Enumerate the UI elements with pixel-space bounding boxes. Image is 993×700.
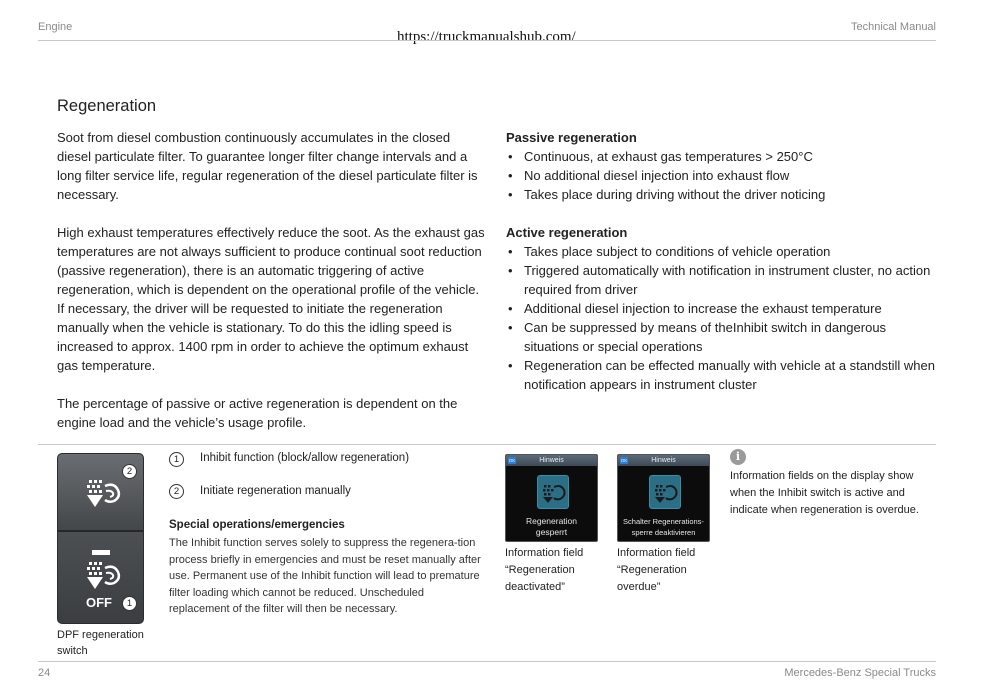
list-item: • Takes place during driving without the driver noticing [506, 185, 936, 204]
passive-regeneration-list [506, 147, 936, 204]
legend-text-2: Initiate regeneration manually [200, 485, 351, 497]
list-item: • Can be suppressed by means of theInhibit switch in dangerous situations or special operations [506, 318, 936, 356]
intro-paragraph-2: High exhaust temperatures effectively reduce the soot. As the exhaust gas temperatures are not always sufficient to produce continual soot reduction (passive regeneration), there is an automatic triggering of active regeneration, which is dependent on the operational profile of the vehicle. If necessary, the driver will be requested to initiate the regeneration manually when the vehicle is stationary. To do this the idling speed is increased to approx. 1400 rpm in order to achieve the optimum exhaust gas temperature. [57, 225, 485, 373]
list-item: • Triggered automatically with notification in instrument cluster, no action required from driver [506, 261, 936, 299]
switch-dash-mark [92, 550, 110, 555]
info-note-text: Information fields on the display show when the Inhibit switch is active and indicate when regeneration is overdue. [730, 470, 919, 516]
dpf-regeneration-icon [651, 477, 681, 509]
list-item: • Takes place subject to conditions of vehicle operation [506, 242, 936, 261]
footer-brand-label: Mercedes-Benz Special Trucks [784, 667, 936, 679]
page-title: Regeneration [57, 97, 157, 115]
page-number: 24 [38, 667, 51, 679]
section-divider [38, 444, 936, 445]
intro-paragraph-1: Soot from diesel combustion continuously accumulates in the closed diesel particulate filter. To guarantee longer filter change intervals and a long filter service life, regular regeneration of the diesel particulate filter is necessary. [57, 130, 478, 202]
screen-message-line-2: gesperrt [535, 527, 568, 537]
screen-ok-badge: OK [508, 458, 516, 463]
special-operations-heading: Special operations/emergencies [169, 519, 345, 531]
header-divider [38, 40, 936, 41]
list-item: • Regeneration can be effected manually with vehicle at a standstill when notification appears in instrument cluster [506, 356, 936, 394]
header-url[interactable]: https://truckmanualshub.com/ [397, 29, 576, 45]
intro-paragraph-3: The percentage of passive or active regeneration is dependent on the engine load and the vehicle’s usage profile. [57, 396, 458, 430]
screen-header: Hinweis [506, 455, 597, 466]
intro-text-column [57, 128, 487, 451]
display-screen-regeneration-deactivated [505, 454, 598, 542]
dpf-regeneration-icon [539, 477, 569, 509]
callout-badge-1: 1 [122, 596, 137, 611]
legend-number-1: 1 [169, 452, 184, 467]
screen-ok-badge: OK [620, 458, 628, 463]
dpf-regeneration-switch [57, 453, 144, 624]
screen-message-line-2: sperre deaktivieren [631, 528, 696, 537]
switch-caption: DPF regeneration switch [57, 629, 144, 657]
footer-divider [38, 661, 936, 662]
screen-message-line-1: Regeneration [525, 516, 578, 526]
header-manual-label: Technical Manual [851, 21, 936, 33]
screen-icon-box [537, 475, 569, 509]
passive-regeneration-heading: Passive regeneration [506, 130, 637, 145]
regeneration-types-column [506, 128, 936, 413]
screen-caption-deactivated: Information field “Regeneration deactivated” [505, 547, 584, 593]
header-section-label: Engine [38, 21, 73, 33]
list-item: • Additional diesel injection to increase the exhaust temperature [506, 299, 936, 318]
switch-off-label: OFF [86, 595, 112, 610]
list-item: • No additional diesel injection into exhaust flow [506, 166, 936, 185]
screen-caption-overdue: Information field “Regeneration overdue” [617, 547, 696, 593]
legend-number-2: 2 [169, 484, 184, 499]
info-icon: i [730, 449, 746, 465]
screen-message [618, 516, 709, 538]
screen-header: Hinweis [618, 455, 709, 466]
screen-message [506, 516, 597, 538]
list-item: • Continuous, at exhaust gas temperatures > 250°C [506, 147, 936, 166]
special-operations-text: The Inhibit function serves solely to suppress the regenera-tion process briefly in emergencies and must be reset manually after use. Permanent use of the Inhibit function will lead to premature filter loading which cannot be reduced. Unscheduled replacement of the filter will then be necessary. [169, 537, 481, 615]
dpf-regeneration-icon [85, 480, 121, 510]
legend-text-1: Inhibit function (block/allow regeneration) [200, 452, 410, 464]
screen-icon-box [649, 475, 681, 509]
callout-badge-2: 2 [122, 464, 137, 479]
active-regeneration-heading: Active regeneration [506, 225, 628, 240]
dpf-regeneration-off-icon [85, 562, 121, 592]
screen-message-line-1: Schalter Regenerations- [623, 517, 704, 526]
active-regeneration-list [506, 242, 936, 394]
display-screen-regeneration-overdue [617, 454, 710, 542]
